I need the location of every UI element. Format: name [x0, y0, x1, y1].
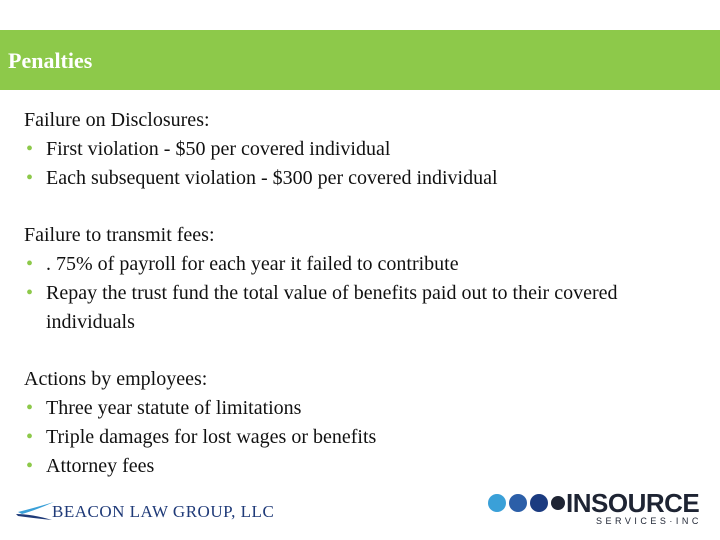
bullet-list [24, 394, 684, 481]
list-item-text: First violation - $50 per covered individual [46, 138, 391, 160]
list-item-text: Triple damages for lost wages or benefits [46, 426, 377, 448]
beacon-swoosh-icon [16, 494, 56, 526]
bullet-icon: • [26, 397, 34, 419]
section-disclosures [24, 106, 684, 193]
list-item-text: Three year statute of limitations [46, 397, 302, 419]
list-item [24, 423, 684, 452]
list-item [24, 250, 684, 279]
insource-logo-subtext: SERVICES·INC [596, 516, 702, 526]
insource-dots-icon [486, 490, 566, 520]
section-heading: Failure on Disclosures: [24, 109, 210, 131]
list-item-text: Repay the trust fund the total value of benefits paid out to their covered individuals [46, 282, 618, 333]
title-bar [0, 30, 720, 90]
bullet-list [24, 135, 684, 193]
list-item-text: . 75% of payroll for each year it failed to contribute [46, 253, 459, 275]
bullet-list [24, 250, 684, 337]
beacon-logo-text: BEACON LAW GROUP, LLC [52, 502, 275, 521]
section-transmit-fees [24, 221, 684, 337]
insource-logo [486, 486, 714, 530]
section-heading: Actions by employees: [24, 368, 208, 390]
list-item-text: Each subsequent violation - $300 per covered individual [46, 167, 498, 189]
section-employee-actions [24, 365, 684, 481]
list-item [24, 135, 684, 164]
list-item [24, 164, 684, 193]
bullet-icon: • [26, 253, 34, 275]
list-item [24, 279, 684, 337]
bullet-icon: • [26, 455, 34, 477]
slide-title: Penalties [8, 48, 93, 73]
bullet-icon: • [26, 138, 34, 160]
slide-content [24, 106, 684, 509]
list-item-text: Attorney fees [46, 455, 155, 477]
section-heading: Failure to transmit fees: [24, 224, 215, 246]
bullet-icon: • [26, 282, 34, 304]
bullet-icon: • [26, 167, 34, 189]
insource-logo-text: INSOURCE [566, 488, 700, 518]
list-item [24, 452, 684, 481]
list-item [24, 394, 684, 423]
bullet-icon: • [26, 426, 34, 448]
beacon-law-group-logo [16, 490, 275, 534]
